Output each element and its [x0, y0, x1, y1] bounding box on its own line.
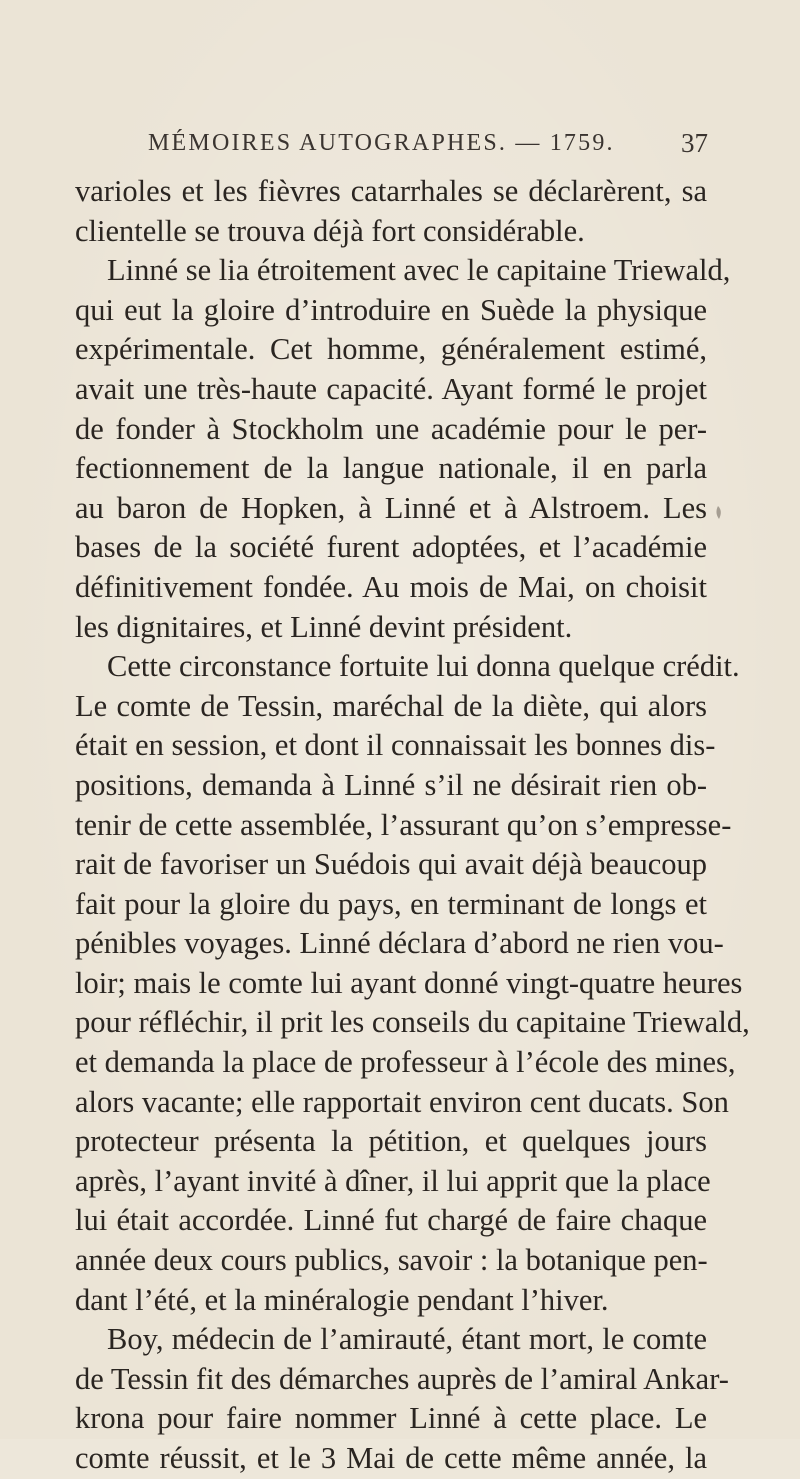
text-line: au baron de Hopken, à Linné et à Alstroem. Les: [75, 490, 707, 525]
text-line: varioles et les fièvres catarrhales se déclarèrent, sa: [75, 174, 707, 208]
text-line: rait de favoriser un Suédois qui avait déjà beaucoup: [75, 847, 707, 882]
text-line: tenir de cette assemblée, l’assurant qu’on s’empresse-: [75, 807, 732, 842]
text-line: bases de la société furent adoptées, et l’académie: [75, 530, 707, 565]
text-line: expérimentale. Cet homme, généralement estimé,: [75, 332, 707, 367]
text-line: de Tessin fit des démarches auprès de l’amiral Ankar-: [75, 1361, 729, 1396]
text-line: Boy, médecin de l’amirauté, étant mort, le comte: [107, 1322, 707, 1357]
text-line: loir; mais le comte lui ayant donné vingt-quatre heures: [75, 965, 743, 1000]
text-line: fait pour la gloire du pays, en terminant de longs et: [75, 886, 707, 921]
page-number: 37: [681, 128, 708, 158]
text-line: protecteur présenta la pétition, et quelques jours: [75, 1124, 707, 1159]
text-line: année deux cours publics, savoir : la botanique pen-: [75, 1243, 708, 1278]
text-line: Le comte de Tessin, maréchal de la diète, qui alors: [75, 688, 707, 723]
text-line: pour réfléchir, il prit les conseils du capitaine Triewald,: [75, 1005, 750, 1040]
text-line: dant l’été, et la minéralogie pendant l’hiver.: [75, 1282, 609, 1317]
text-line: après, l’ayant invité à dîner, il lui apprit que la place: [75, 1163, 711, 1198]
text-line: positions, demanda à Linné s’il ne désirait rien ob-: [75, 767, 707, 802]
text-line: alors vacante; elle rapportait environ cent ducats. Son: [75, 1084, 729, 1119]
text-line: pénibles voyages. Linné déclara d’abord ne rien vou-: [75, 926, 724, 961]
text-line: krona pour faire nommer Linné à cette place. Le: [75, 1401, 707, 1436]
text-line: qui eut la gloire d’introduire en Suède la physique: [75, 292, 707, 327]
text-line: avait une très-haute capacité. Ayant formé le projet: [75, 371, 707, 406]
text-line: définitivement fondée. Au mois de Mai, on choisit: [75, 569, 707, 604]
text-line: était en session, et dont il connaissait les bonnes dis-: [75, 728, 716, 763]
text-line: comte réussit, et le 3 Mai de cette même année, la: [75, 1441, 707, 1475]
ink-speck-mark: [712, 505, 724, 521]
text-line: lui était accordée. Linné fut chargé de faire chaque: [75, 1203, 707, 1238]
body-text: [75, 172, 750, 1479]
text-line: les dignitaires, et Linné devint président.: [75, 609, 573, 644]
text-line: et demanda la place de professeur à l’école des mines,: [75, 1045, 736, 1080]
running-head: [148, 130, 708, 160]
text-line: Linné se lia étroitement avec le capitaine Triewald,: [107, 253, 731, 288]
running-title: MÉMOIRES AUTOGRAPHES. — 1759.: [148, 130, 615, 156]
text-line: fectionnement de la langue nationale, il en parla: [75, 451, 707, 486]
text-line: Cette circonstance fortuite lui donna quelque crédit.: [107, 649, 740, 684]
text-line: de fonder à Stockholm une académie pour le per-: [75, 411, 707, 446]
text-line: clientelle se trouva déjà fort considérable.: [75, 213, 585, 248]
